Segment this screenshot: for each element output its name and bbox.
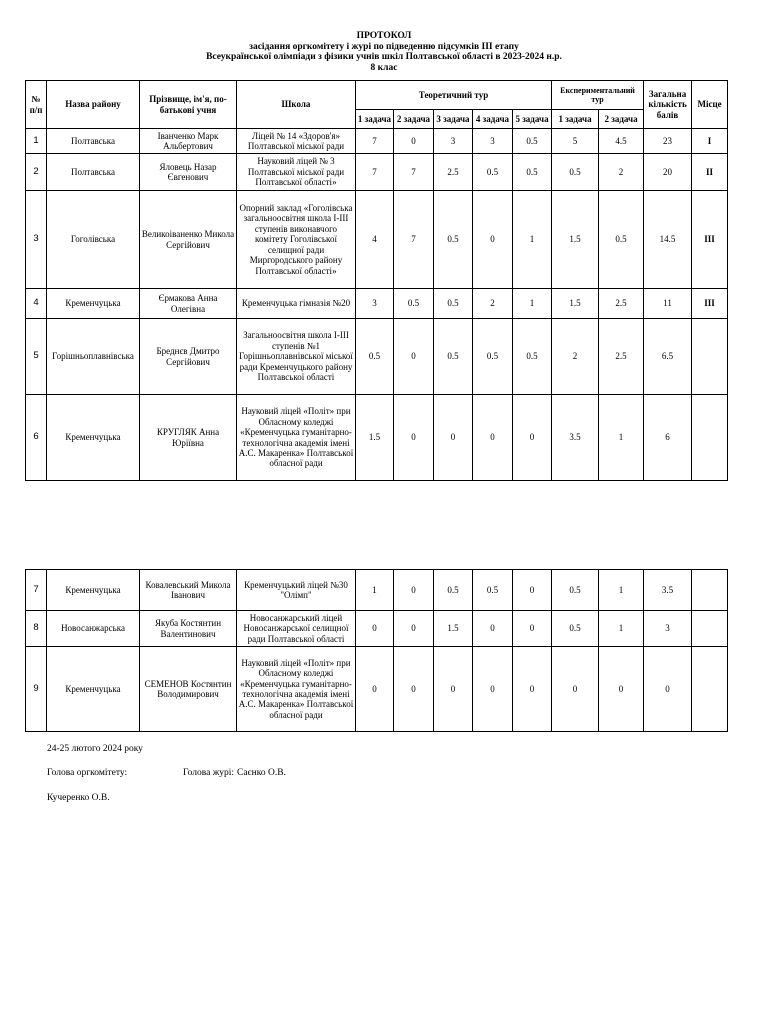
org-head-name: Кучеренко О.В. [47,793,110,803]
jury-head-name: Саєнко О.В. [237,768,286,778]
row-number: 7 [26,570,47,611]
row-number: 2 [26,154,47,191]
school-cell: Ліцей № 14 «Здоров'я» Полтавської міської ради [237,129,356,154]
jury-head-label: Голова журі: [183,768,235,778]
theory-score-cell: 0.5 [356,319,394,395]
student-name-cell: Іванченко Марк Альбертович [140,129,237,154]
student-name-cell: КРУГЛЯК Анна Юріївна [140,395,237,481]
row-number: 1 [26,129,47,154]
total-score-cell: 23 [644,129,692,154]
experiment-score-cell: 1.5 [552,191,599,289]
district-cell: Кременчуцька [47,647,140,732]
student-name-cell: Яловець Назар Євгенович [140,154,237,191]
table-row [26,611,728,647]
table-row [26,191,728,289]
title-protocol: ПРОТОКОЛ [356,31,412,41]
theory-score-cell: 7 [356,154,394,191]
experiment-score-cell: 2 [599,154,644,191]
protocol-date: 24-25 лютого 2024 року [47,744,143,754]
place-cell [692,319,728,395]
experiment-score-cell: 4.5 [599,129,644,154]
place-cell: II [692,154,728,191]
table-row [26,319,728,395]
theory-score-cell: 0 [394,647,434,732]
place-cell [692,611,728,647]
results-table [25,80,728,481]
experiment-score-cell: 0.5 [552,611,599,647]
title-grade: 8 клас [370,62,398,73]
theory-score-cell: 3 [473,129,513,154]
header-exp-task-2: 2 задача [599,110,644,129]
experiment-score-cell: 3.5 [552,395,599,481]
place-cell: III [692,191,728,289]
theory-score-cell: 0 [394,395,434,481]
theory-score-cell: 0 [513,570,552,611]
results-table-continued [25,569,728,732]
theory-score-cell: 0.5 [434,570,473,611]
total-score-cell: 3.5 [644,570,692,611]
theory-score-cell: 0 [513,611,552,647]
theory-score-cell: 0 [434,647,473,732]
header-theory-task-1: 1 задача [356,110,394,129]
theory-score-cell: 0.5 [473,319,513,395]
school-cell: Загальноосвітня школа І-ІІІ ступенів №1 Горішньоплавнівської міської ради Кременчуцького району Полтавської області [237,319,356,395]
theory-score-cell: 2.5 [434,154,473,191]
header-district: Назва району [47,81,140,129]
table-row [26,129,728,154]
theory-score-cell: 0 [394,319,434,395]
theory-score-cell: 0.5 [434,289,473,319]
experiment-score-cell: 1 [599,395,644,481]
row-number: 8 [26,611,47,647]
district-cell: Кременчуцька [47,395,140,481]
place-cell: I [692,129,728,154]
experiment-score-cell: 0.5 [599,191,644,289]
header-theory-task-3: 3 задача [434,110,473,129]
school-cell: Кременчуцька гімназія №20 [237,289,356,319]
theory-score-cell: 0 [394,129,434,154]
theory-score-cell: 0 [473,611,513,647]
theory-score-cell: 1 [513,289,552,319]
experiment-score-cell: 0 [599,647,644,732]
total-score-cell: 14.5 [644,191,692,289]
theory-score-cell: 0.5 [394,289,434,319]
total-score-cell: 3 [644,611,692,647]
theory-score-cell: 0 [394,570,434,611]
table-row [26,647,728,732]
total-score-cell: 6.5 [644,319,692,395]
student-name-cell: Єрмакова Анна Олегівна [140,289,237,319]
header-theory-task-5: 5 задача [513,110,552,129]
place-cell [692,570,728,611]
experiment-score-cell: 1 [599,611,644,647]
header-name: Прізвище, ім'я, по-батькові учня [140,81,237,129]
district-cell: Горішньоплавнівська [47,319,140,395]
theory-score-cell: 0 [473,191,513,289]
student-name-cell: Бреднєв Дмитро Сергійович [140,319,237,395]
experiment-score-cell: 5 [552,129,599,154]
header-num: № п/п [26,81,47,129]
theory-score-cell: 7 [394,154,434,191]
theory-score-cell: 0.5 [434,319,473,395]
total-score-cell: 20 [644,154,692,191]
title-meeting: засідання оргкомітету і журі по підведенню підсумків ІІІ етапу [249,41,519,52]
total-score-cell: 11 [644,289,692,319]
total-score-cell: 6 [644,395,692,481]
theory-score-cell: 1.5 [356,395,394,481]
student-name-cell: СЕМЕНОВ Костянтин Володимирович [140,647,237,732]
total-score-cell: 0 [644,647,692,732]
student-name-cell: Великоіваненко Микола Сергійович [140,191,237,289]
theory-score-cell: 0.5 [434,191,473,289]
theory-score-cell: 0.5 [473,154,513,191]
district-cell: Гоголівська [47,191,140,289]
district-cell: Полтавська [47,154,140,191]
school-cell: Кременчуцький ліцей №30 "Олімп" [237,570,356,611]
header-place: Місце [692,81,728,129]
theory-score-cell: 0 [513,647,552,732]
school-cell: Науковий ліцей «Політ» при Обласному коледжі «Кременчуцька гуманітарно-технологічна академія імені А.С. Макаренка» Полтавської обласної ради [237,647,356,732]
header-exp-task-1: 1 задача [552,110,599,129]
district-cell: Полтавська [47,129,140,154]
theory-score-cell: 0.5 [513,129,552,154]
title-olympiad: Всеукраїнської олімпіади з фізики учнів шкіл Полтавської області в 2023-2024 н.р. [206,52,562,63]
theory-score-cell: 0 [473,647,513,732]
theory-score-cell: 0.5 [473,570,513,611]
theory-score-cell: 1 [513,191,552,289]
theory-score-cell: 0.5 [513,154,552,191]
row-number: 3 [26,191,47,289]
experiment-score-cell: 0.5 [552,570,599,611]
row-number: 9 [26,647,47,732]
school-cell: Опорний заклад «Гоголівська загальноосвітня школа І-ІІІ ступенів виконавчого комітету Гоголівської селищної ради Миргородського району Полтавської області» [237,191,356,289]
table-row [26,395,728,481]
theory-score-cell: 7 [356,129,394,154]
experiment-score-cell: 2 [552,319,599,395]
theory-score-cell: 0 [513,395,552,481]
row-number: 5 [26,319,47,395]
experiment-score-cell: 1 [599,570,644,611]
header-total: Загальна кількість балів [644,81,692,129]
theory-score-cell: 1.5 [434,611,473,647]
theory-score-cell: 3 [434,129,473,154]
theory-score-cell: 2 [473,289,513,319]
theory-score-cell: 3 [356,289,394,319]
student-name-cell: Ковалевський Микола Іванович [140,570,237,611]
district-cell: Кременчуцька [47,570,140,611]
theory-score-cell: 0 [434,395,473,481]
school-cell: Новосанжарський ліцей Новосанжарської селищної ради Полтавської області [237,611,356,647]
school-cell: Науковий ліцей № 3 Полтавської міської ради Полтавської області» [237,154,356,191]
table-row [26,570,728,611]
header-school: Школа [237,81,356,129]
table-row [26,289,728,319]
header-theory: Теоретичний тур [356,81,552,110]
theory-score-cell: 1 [356,570,394,611]
experiment-score-cell: 0 [552,647,599,732]
place-cell: III [692,289,728,319]
theory-score-cell: 4 [356,191,394,289]
district-cell: Кременчуцька [47,289,140,319]
document-title [0,31,768,73]
row-number: 6 [26,395,47,481]
header-theory-task-2: 2 задача [394,110,434,129]
theory-score-cell: 0.5 [513,319,552,395]
experiment-score-cell: 1.5 [552,289,599,319]
experiment-score-cell: 2.5 [599,289,644,319]
theory-score-cell: 0 [473,395,513,481]
place-cell [692,647,728,732]
student-name-cell: Якуба Костянтин Валентинович [140,611,237,647]
theory-score-cell: 7 [394,191,434,289]
experiment-score-cell: 2.5 [599,319,644,395]
theory-score-cell: 0 [394,611,434,647]
header-theory-task-4: 4 задача [473,110,513,129]
experiment-score-cell: 0.5 [552,154,599,191]
place-cell [692,395,728,481]
theory-score-cell: 0 [356,611,394,647]
org-head-label: Голова оргкомітету: [47,768,128,778]
school-cell: Науковий ліцей «Політ» при Обласному коледжі «Кременчуцька гуманітарно-технологічна академія імені А.С. Макаренка» Полтавської обласної ради [237,395,356,481]
table-row [26,154,728,191]
theory-score-cell: 0 [356,647,394,732]
header-experiment: Експериментальний тур [552,81,644,110]
district-cell: Новосанжарська [47,611,140,647]
row-number: 4 [26,289,47,319]
